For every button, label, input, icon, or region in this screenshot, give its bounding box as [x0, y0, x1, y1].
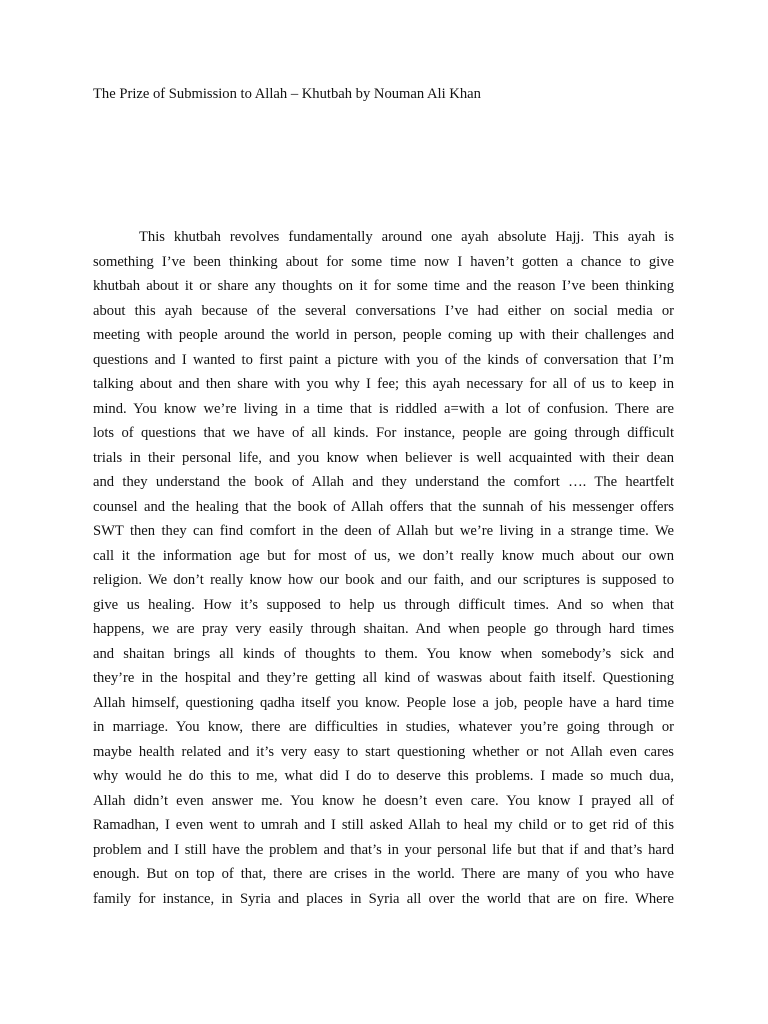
- paragraph-line: why would he do this to me, what did I do to deserve this problems. I made so much dua,: [93, 768, 674, 784]
- paragraph-line: Ramadhan, I even went to umrah and I still asked Allah to heal my child or to get rid of this: [93, 817, 674, 833]
- paragraph-line: religion. We don’t really know how our book and our faith, and our scriptures is supposed to: [93, 572, 674, 588]
- paragraph-line: enough. But on top of that, there are crises in the world. There are many of you who have: [93, 866, 674, 882]
- paragraph-line: maybe health related and it’s very easy to start questioning whether or not Allah even cares: [93, 743, 674, 760]
- paragraph-line: meeting with people around the world in person, people coming up with their challenges and: [93, 327, 674, 343]
- paragraph-line: in marriage. You know, there are difficulties in studies, whatever you’re going through or: [93, 719, 674, 735]
- paragraph-line: lots of questions that we have of all kinds. For instance, people are going through difficult: [93, 425, 674, 441]
- paragraph-line: trials in their personal life, and you know when believer is well acquainted with their dean: [93, 449, 674, 466]
- paragraph-line: they’re in the hospital and they’re getting all kind of waswas about faith itself. Questioning: [93, 670, 674, 686]
- paragraph-line: talking about and then share with you why I fee; this ayah necessary for all of us to keep in: [93, 376, 674, 392]
- paragraph-line: Allah himself, questioning qadha itself you know. People lose a job, people have a hard time: [93, 694, 674, 711]
- paragraph-line: Allah didn’t even answer me. You know he doesn’t even care. You know I prayed all of: [93, 792, 674, 809]
- paragraph-line: counsel and the healing that the book of Allah offers that the sunnah of his messenger offers: [93, 498, 674, 515]
- paragraph-line: and they understand the book of Allah and they understand the comfort …. The heartfelt: [93, 474, 674, 490]
- paragraph-line: questions and I wanted to first paint a picture with you of the kinds of conversation that I’m: [93, 351, 674, 368]
- paragraph-line: khutbah about it or share any thoughts on it for some time and the reason I’ve been thinking: [93, 278, 674, 294]
- paragraph-line: about this ayah because of the several conversations I’ve had either on social media or: [93, 302, 674, 319]
- paragraph-line: something I’ve been thinking about for some time now I haven’t gotten a chance to give: [93, 253, 674, 270]
- paragraph-line: happens, we are pray very easily through shaitan. And when people go through hard times: [93, 621, 674, 637]
- paragraph-line: and shaitan brings all kinds of thoughts to them. You know when somebody’s sick and: [93, 645, 674, 662]
- paragraph-line: mind. You know we’re living in a time that is riddled a=with a lot of confusion. There are: [93, 400, 674, 417]
- paragraph-line: give us healing. How it’s supposed to help us through difficult times. And so when that: [93, 596, 674, 613]
- paragraph-line: family for instance, in Syria and places in Syria all over the world that are on fire. Where: [93, 890, 674, 907]
- document-title: The Prize of Submission to Allah – Khutbah by Nouman Ali Khan: [93, 86, 481, 102]
- paragraph-line: call it the information age but for most of us, we don’t really know much about our own: [93, 547, 674, 564]
- paragraph-line: problem and I still have the problem and that’s in your personal life but that if and that’s hard: [93, 841, 674, 858]
- paragraph-line: This khutbah revolves fundamentally around one ayah absolute Hajj. This ayah is: [139, 229, 674, 245]
- body-paragraph: [93, 225, 674, 911]
- paragraph-line: SWT then they can find comfort in the deen of Allah but we’re living in a strange time. We: [93, 523, 674, 539]
